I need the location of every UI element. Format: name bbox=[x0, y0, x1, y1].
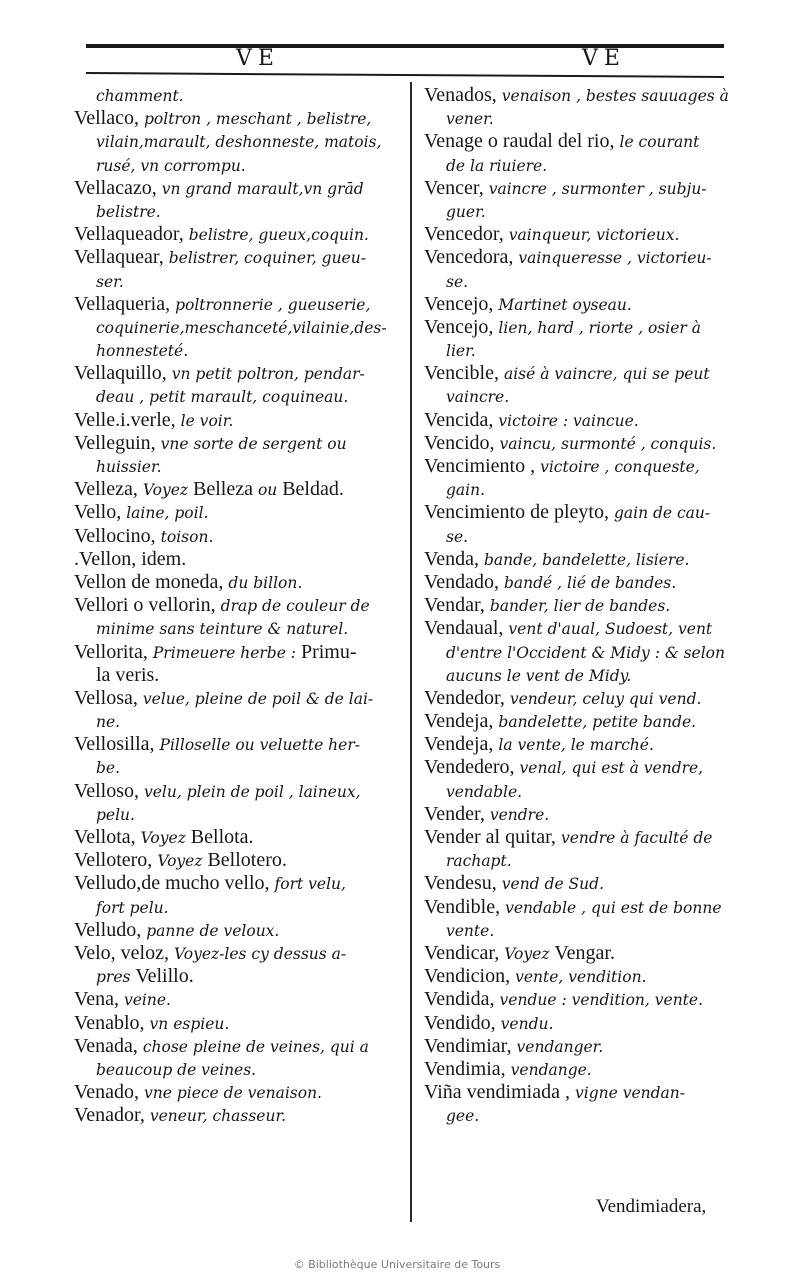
entry-line bbox=[74, 594, 394, 617]
definition: vilain,marault, deshonneste, matois, bbox=[96, 133, 382, 152]
headword: la veris. bbox=[96, 663, 160, 686]
definition: vn petit poltron, pendar- bbox=[171, 365, 365, 384]
definition: Martinet oyseau. bbox=[498, 295, 632, 314]
definition: vendue : vendition, vente. bbox=[499, 991, 703, 1010]
headword: Vendimiar, bbox=[424, 1034, 517, 1057]
definition: lien, hard , riorte , osier à bbox=[498, 318, 701, 337]
entry-line bbox=[424, 988, 744, 1011]
headword: Vendedero, bbox=[424, 756, 520, 779]
headword: Vendida, bbox=[424, 988, 500, 1011]
entry-line bbox=[74, 84, 394, 107]
definition: Voyez-les cy dessus a- bbox=[173, 944, 347, 963]
entry-line bbox=[424, 525, 744, 548]
definition: vainqueur, victorieux. bbox=[508, 226, 680, 245]
definition: Voyez bbox=[142, 481, 193, 500]
definition: gain. bbox=[446, 481, 486, 500]
entry-line bbox=[74, 756, 394, 779]
definition: lier. bbox=[446, 342, 476, 361]
entry-line bbox=[74, 223, 394, 246]
entry-line bbox=[424, 803, 744, 826]
definition: vendable. bbox=[446, 782, 523, 801]
definition: Voyez bbox=[157, 852, 208, 871]
headword: Belleza bbox=[193, 478, 258, 501]
entry-line bbox=[74, 130, 394, 153]
entry-line bbox=[74, 965, 394, 988]
entry-line bbox=[424, 1035, 744, 1058]
entry-line bbox=[74, 316, 394, 339]
entry-line bbox=[74, 339, 394, 362]
definition: belistre. bbox=[96, 202, 161, 221]
headword: Vellaqueria, bbox=[74, 292, 176, 315]
definition: gee. bbox=[446, 1107, 480, 1126]
definition: vendeur, celuy qui vend. bbox=[509, 689, 702, 708]
definition: pelu. bbox=[96, 805, 135, 824]
headword: Velo, veloz, bbox=[74, 941, 174, 964]
entry-line bbox=[74, 200, 394, 223]
definition: du billon. bbox=[228, 573, 303, 592]
headword: Bellotero. bbox=[207, 849, 287, 872]
entry-line bbox=[74, 571, 394, 594]
entry-line bbox=[424, 339, 744, 362]
entry-line bbox=[424, 1081, 744, 1104]
definition: Voyez bbox=[504, 944, 555, 963]
entry-line bbox=[74, 409, 394, 432]
entry-line bbox=[74, 1104, 394, 1127]
definition: vn grand marault,vn grād bbox=[161, 179, 364, 198]
headword: Venados, bbox=[424, 84, 502, 106]
entry-line bbox=[74, 246, 394, 269]
definition: venal, qui est à vendre, bbox=[519, 759, 704, 778]
definition: d'entre l'Occident & Midy : & selon bbox=[446, 643, 725, 662]
entry-line bbox=[74, 733, 394, 756]
entry-line bbox=[424, 942, 744, 965]
definition: chamment. bbox=[96, 87, 184, 105]
entry-line bbox=[74, 803, 394, 826]
headword: Vendeja, bbox=[424, 733, 499, 756]
entry-line bbox=[424, 409, 744, 432]
headword: Venage o raudal del rio, bbox=[424, 130, 620, 153]
headword: Vendeja, bbox=[424, 710, 499, 733]
entry-line bbox=[424, 687, 744, 710]
definition: vent d'aual, Sudoest, vent bbox=[508, 620, 713, 639]
headword: Vencida, bbox=[424, 408, 499, 431]
headword: Venador, bbox=[74, 1104, 150, 1127]
definition: poltron , meschant , belistre, bbox=[143, 110, 372, 129]
definition: se. bbox=[446, 272, 469, 291]
entry-line bbox=[424, 594, 744, 617]
definition: poltronnerie , gueuserie, bbox=[175, 295, 371, 314]
headword: Vellaquillo, bbox=[74, 362, 172, 385]
entry-line bbox=[74, 455, 394, 478]
headword: Vellaco, bbox=[74, 107, 144, 130]
definition: ne. bbox=[96, 713, 121, 732]
running-header-left: VE bbox=[236, 46, 280, 71]
entry-line bbox=[74, 1012, 394, 1035]
headword: Vellacazo, bbox=[74, 176, 162, 199]
headword: Vendedor, bbox=[424, 686, 510, 709]
entry-line bbox=[424, 710, 744, 733]
headword: Velludo,de mucho vello, bbox=[74, 872, 275, 895]
entry-line bbox=[424, 1012, 744, 1035]
copyright-footer: © Bibliothèque Universitaire de Tours bbox=[293, 1258, 501, 1271]
headword: Vendimia, bbox=[424, 1057, 511, 1080]
definition: fort pelu. bbox=[96, 898, 169, 917]
definition: velu, plein de poil , laineux, bbox=[144, 782, 361, 801]
entry-line bbox=[424, 919, 744, 942]
entry-line bbox=[424, 200, 744, 223]
headword: Vellori o vellorin, bbox=[74, 594, 221, 617]
headword: Velleguin, bbox=[74, 431, 161, 454]
headword: Vencimiento , bbox=[424, 455, 541, 477]
definition: chose pleine de veines, qui a bbox=[142, 1037, 369, 1056]
headword: Viña vendimiada , bbox=[424, 1081, 575, 1104]
headword: Vellaqueador, bbox=[74, 223, 189, 246]
definition: bandelette, petite bande. bbox=[498, 713, 697, 732]
entry-line bbox=[424, 571, 744, 594]
headword: Primu- bbox=[300, 640, 357, 663]
headword: Vengar. bbox=[554, 941, 615, 964]
entry-line bbox=[74, 293, 394, 316]
entry-line bbox=[424, 965, 744, 988]
entry-line bbox=[74, 617, 394, 640]
definition: huissier. bbox=[96, 458, 162, 476]
headword: Vellotero, bbox=[74, 849, 158, 872]
definition: aucuns le vent de Midy. bbox=[446, 666, 632, 685]
headword: Velle.i.verle, bbox=[74, 408, 181, 431]
definition: vendu. bbox=[500, 1014, 554, 1033]
definition: ou bbox=[257, 481, 283, 500]
entry-line bbox=[74, 154, 394, 177]
headword: Vencejo, bbox=[424, 315, 499, 338]
headword: Beldad. bbox=[282, 478, 344, 501]
entry-line bbox=[424, 455, 744, 478]
entry-line bbox=[74, 362, 394, 385]
definition: drap de couleur de bbox=[220, 597, 370, 616]
entry-line bbox=[74, 942, 394, 965]
definition: victoire : vaincue. bbox=[498, 411, 639, 430]
definition: honnesteté. bbox=[96, 342, 189, 361]
definition: beaucoup de veines. bbox=[96, 1060, 257, 1079]
definition: veine. bbox=[123, 991, 171, 1010]
definition: venaison , bestes sauuages à bbox=[501, 87, 729, 105]
headword: Vender, bbox=[424, 802, 490, 825]
headword: Venda, bbox=[424, 547, 484, 570]
entry-line bbox=[424, 849, 744, 872]
definition: victoire , conqueste, bbox=[540, 458, 700, 476]
definition: Voyez bbox=[140, 829, 191, 847]
headword: Venablo, bbox=[74, 1011, 150, 1034]
definition: vigne vendan- bbox=[574, 1084, 685, 1103]
definition: guer. bbox=[446, 202, 486, 221]
definition: Primeuere herbe : bbox=[152, 643, 301, 662]
entry-line bbox=[424, 223, 744, 246]
entry-line bbox=[74, 919, 394, 942]
headword: Vendaual, bbox=[424, 617, 509, 640]
catchword: Vendimiadera, bbox=[596, 1196, 707, 1217]
entry-line bbox=[74, 710, 394, 733]
entry-line bbox=[424, 896, 744, 919]
definition: laine, poil. bbox=[126, 504, 209, 523]
definition: vne sorte de sergent ou bbox=[160, 434, 347, 453]
entry-line bbox=[74, 988, 394, 1011]
definition: se. bbox=[446, 527, 469, 546]
headword: Velillo. bbox=[135, 965, 194, 988]
definition: Pilloselle ou veluette her- bbox=[159, 736, 360, 755]
definition: le courant bbox=[619, 133, 700, 152]
entry-line bbox=[424, 1058, 744, 1081]
entry-line bbox=[424, 548, 744, 571]
entry-line bbox=[74, 641, 394, 664]
definition: vn espieu. bbox=[149, 1014, 230, 1033]
definition: deau , petit marault, coquineau. bbox=[96, 388, 349, 407]
definition: aisé à vaincre, qui se peut bbox=[503, 365, 710, 384]
definition: bande, bandelette, lisiere. bbox=[483, 550, 690, 569]
definition: de la riuiere. bbox=[446, 156, 548, 175]
definition: vaincu, surmonté , conquis. bbox=[499, 434, 717, 453]
definition: pres bbox=[96, 968, 136, 987]
entry-line bbox=[424, 1104, 744, 1127]
definition: bandé , lié de bandes. bbox=[503, 573, 677, 592]
entry-line bbox=[74, 177, 394, 200]
headword: Vendicion, bbox=[424, 965, 516, 988]
entry-line bbox=[74, 107, 394, 130]
definition: vend de Sud. bbox=[501, 875, 604, 894]
entry-line bbox=[424, 316, 744, 339]
entry-line bbox=[424, 756, 744, 779]
entry-line bbox=[74, 896, 394, 919]
entry-line bbox=[424, 270, 744, 293]
headword: Venada, bbox=[74, 1034, 143, 1057]
running-header-right: VE bbox=[582, 46, 626, 71]
headword: Vellosa, bbox=[74, 686, 143, 709]
column-divider bbox=[410, 82, 412, 1222]
headword: Vencible, bbox=[424, 362, 504, 385]
headword: Vender al quitar, bbox=[424, 826, 561, 848]
headword: Vencimiento de pleyto, bbox=[424, 501, 614, 524]
definition: gain de cau- bbox=[613, 504, 711, 523]
headword: .Vellon, idem. bbox=[74, 547, 187, 570]
header-rule-top bbox=[86, 44, 724, 48]
entry-line bbox=[74, 872, 394, 895]
headword: Vellocino, bbox=[74, 524, 161, 547]
entry-line bbox=[74, 687, 394, 710]
entry-line bbox=[424, 246, 744, 269]
headword: Vellosilla, bbox=[74, 733, 160, 756]
definition: toison. bbox=[160, 527, 214, 546]
entry-line bbox=[424, 154, 744, 177]
definition: vne piece de venaison. bbox=[143, 1084, 322, 1103]
definition: vaincre , surmonter , subju- bbox=[488, 179, 707, 198]
definition: minime sans teinture & naturel. bbox=[96, 620, 349, 639]
entry-line bbox=[74, 664, 394, 687]
entry-line bbox=[424, 385, 744, 408]
headword: Vencedor, bbox=[424, 223, 509, 246]
entry-line bbox=[424, 84, 744, 107]
entry-line bbox=[74, 525, 394, 548]
header-rule-bottom bbox=[86, 72, 724, 78]
headword: Vendar, bbox=[424, 594, 490, 617]
headword: Vendesu, bbox=[424, 872, 502, 895]
entry-line bbox=[424, 362, 744, 385]
entry-line bbox=[424, 107, 744, 130]
definition: rusé, vn corrompu. bbox=[96, 156, 246, 175]
entry-line bbox=[74, 478, 394, 501]
definition: vendange. bbox=[510, 1060, 592, 1079]
entry-line bbox=[74, 826, 394, 849]
headword: Vellaquear, bbox=[74, 246, 169, 269]
definition: belistrer, coquiner, gueu- bbox=[168, 249, 366, 268]
headword: Vena, bbox=[74, 988, 124, 1011]
entry-line bbox=[424, 293, 744, 316]
definition: bander, lier de bandes. bbox=[489, 597, 671, 616]
headword: Velleza, bbox=[74, 478, 143, 501]
definition: vendre. bbox=[489, 805, 550, 824]
headword: Vellon de moneda, bbox=[74, 570, 229, 593]
entry-line bbox=[74, 1058, 394, 1081]
definition: coquinerie,meschanceté,vilainie,des- bbox=[96, 318, 387, 337]
definition: vener. bbox=[446, 110, 494, 129]
definition: velue, pleine de poil & de lai- bbox=[142, 689, 374, 708]
headword: Vendible, bbox=[424, 895, 506, 918]
entry-line bbox=[74, 432, 394, 455]
entry-line bbox=[424, 664, 744, 687]
headword: Vellota, bbox=[74, 826, 141, 848]
entry-line bbox=[74, 385, 394, 408]
entry-line bbox=[74, 1035, 394, 1058]
definition: be. bbox=[96, 759, 121, 778]
headword: Vello, bbox=[74, 501, 127, 524]
definition: la vente, le marché. bbox=[498, 736, 654, 755]
headword: Velloso, bbox=[74, 779, 144, 802]
entry-line bbox=[74, 270, 394, 293]
entry-line bbox=[424, 733, 744, 756]
entry-line bbox=[424, 826, 744, 849]
entry-line bbox=[424, 501, 744, 524]
definition: vendanger. bbox=[516, 1037, 604, 1056]
entry-line bbox=[424, 780, 744, 803]
headword: Vendicar, bbox=[424, 941, 505, 964]
right-column bbox=[424, 84, 744, 1127]
headword: Vencedora, bbox=[424, 246, 519, 269]
entry-line bbox=[74, 780, 394, 803]
definition: veneur, chasseur. bbox=[149, 1107, 287, 1126]
definition: le voir. bbox=[180, 411, 234, 430]
entry-line bbox=[74, 1081, 394, 1104]
headword: Vencer, bbox=[424, 176, 489, 199]
headword: Vencejo, bbox=[424, 292, 499, 315]
headword: Venado, bbox=[74, 1081, 144, 1104]
definition: ser. bbox=[96, 272, 124, 291]
definition: vendre à faculté de bbox=[560, 829, 713, 847]
entry-line bbox=[424, 872, 744, 895]
definition: fort velu, bbox=[274, 875, 346, 894]
definition: vente, vendition. bbox=[515, 968, 647, 987]
definition: vendable , qui est de bonne bbox=[505, 898, 722, 917]
definition: vaincre. bbox=[446, 388, 510, 407]
entry-line bbox=[424, 432, 744, 455]
definition: rachapt. bbox=[446, 852, 512, 871]
definition: vente. bbox=[446, 921, 495, 940]
headword: Vendido, bbox=[424, 1011, 501, 1034]
entry-line bbox=[424, 617, 744, 640]
definition: panne de veloux. bbox=[146, 921, 280, 940]
definition: belistre, gueux,coquin. bbox=[188, 226, 369, 245]
entry-line bbox=[424, 130, 744, 153]
definition: vainqueresse , victorieu- bbox=[518, 249, 712, 268]
headword: Vencido, bbox=[424, 431, 500, 454]
headword: Vellorita, bbox=[74, 640, 153, 663]
entry-line bbox=[424, 177, 744, 200]
headword: Bellota. bbox=[190, 826, 254, 848]
entry-line bbox=[424, 478, 744, 501]
headword: Velludo, bbox=[74, 918, 147, 941]
entry-line bbox=[74, 501, 394, 524]
entry-line bbox=[424, 641, 744, 664]
headword: Vendado, bbox=[424, 570, 504, 593]
left-column bbox=[74, 84, 394, 1127]
entry-line bbox=[74, 548, 394, 571]
entry-line bbox=[74, 849, 394, 872]
